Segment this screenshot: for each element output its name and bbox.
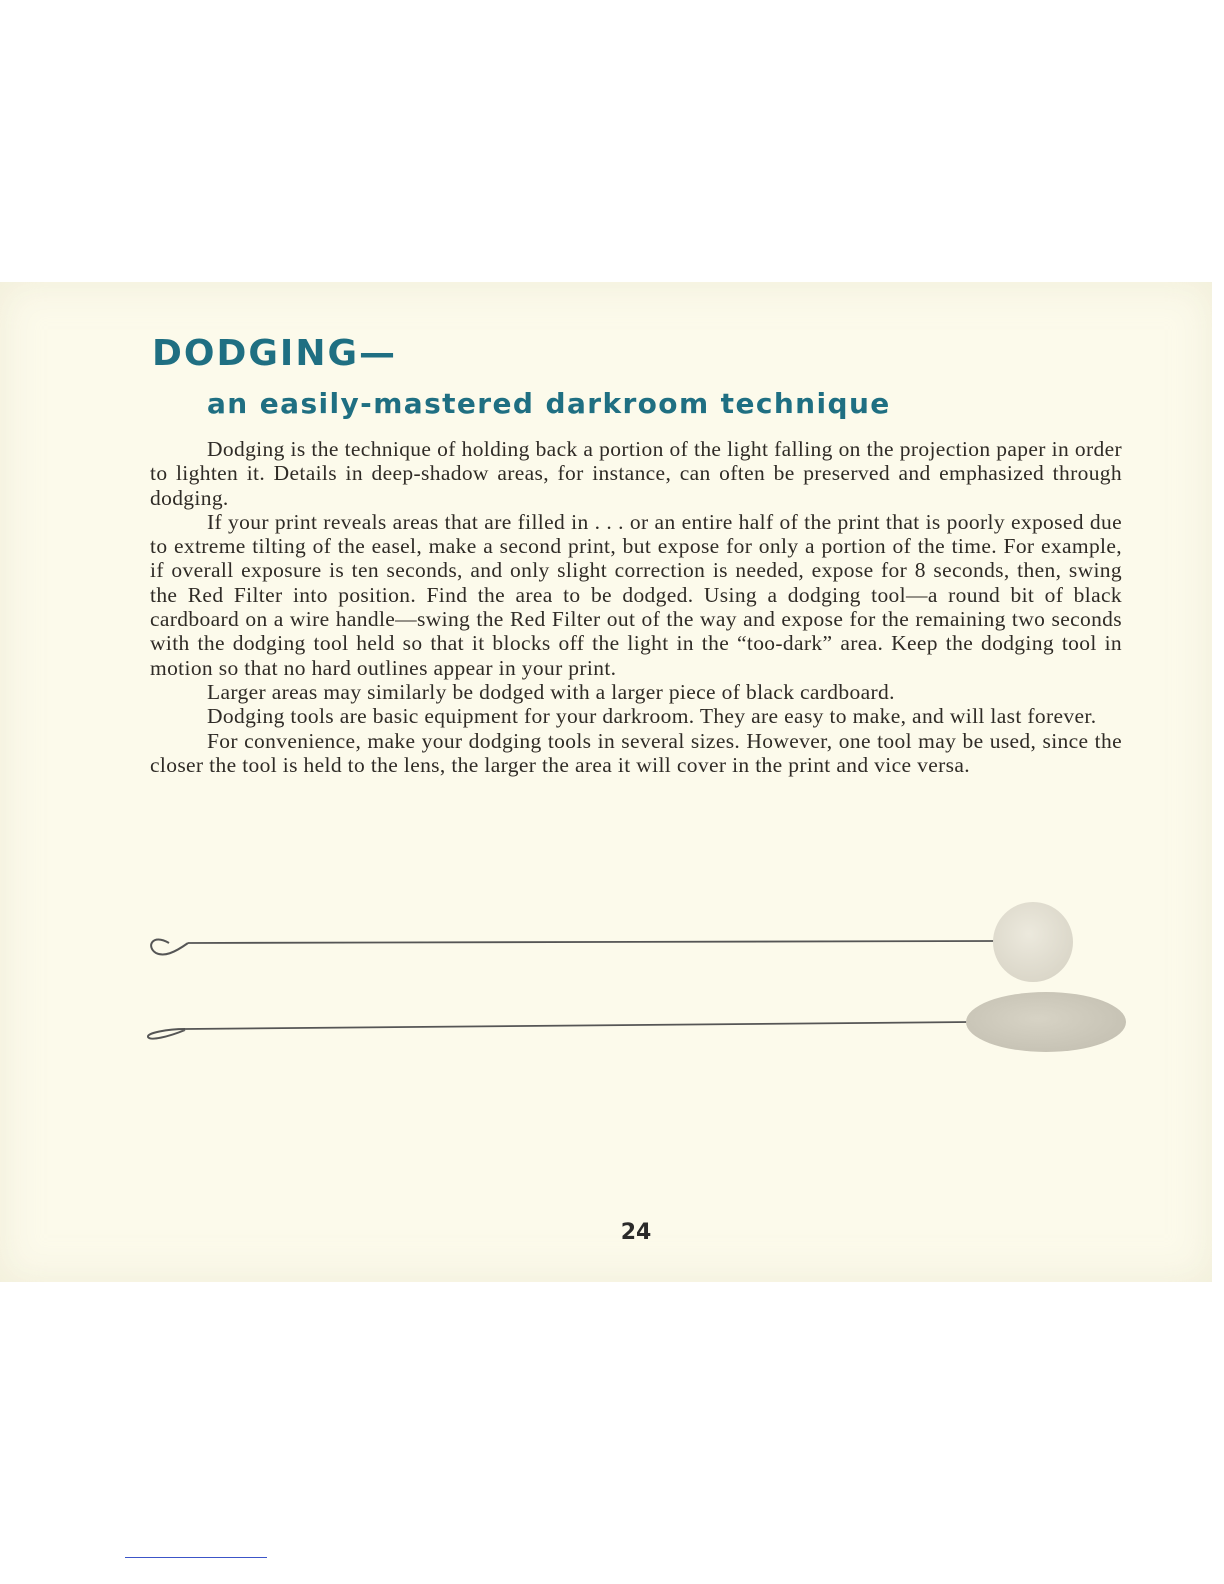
page-sheet [0,282,1212,1282]
paragraph-intro: Dodging is the technique of holding back a portion of the light falling on the projection paper in order to lighten it. Details in deep-shadow areas, for instance, can often be preserved and emphasized through dodging. [150,437,1122,510]
paragraph-convenience: For convenience, make your dodging tools in several sizes. However, one tool may be used, since the closer the tool is held to the lens, the larger the area it will cover in the print and vice versa. [150,728,1122,777]
paragraph-larger-areas: Larger areas may similarly be dodged with a larger piece of black cardboard. [207,679,895,704]
round-dodging-tool [151,902,1073,982]
oval-dodging-tool [148,992,1126,1052]
page-number: 24 [620,1220,652,1245]
footnote-divider [125,1557,267,1558]
page-title: DODGING— [152,333,397,374]
paragraph-procedure: If your print reveals areas that are filled in . . . or an entire half of the print that is poorly exposed due to extreme tilting of the easel, make a second print, but expose for only a portion of the time. For example, if overall exposure is ten seconds, and only slight correction is needed, expose for 8 seconds, then, swing the Red Filter into position. Find the area to be dodged. Using a dodging tool—a round bit of black cardboard on a wire handle—swing the Red Filter out of the way and expose for the remaining two seconds with the dodging tool held so that it blocks off the light in the “too-dark” area. Keep the dodging tool in motion so that no hard outlines appear in your print. [150,509,1122,680]
dodging-tools-illustration [140,895,1140,1065]
article-body [150,437,1122,777]
paragraph-equipment: Dodging tools are basic equipment for your darkroom. They are easy to make, and will last forever. [207,704,1097,729]
page-subtitle: an easily-mastered darkroom technique [207,387,891,420]
